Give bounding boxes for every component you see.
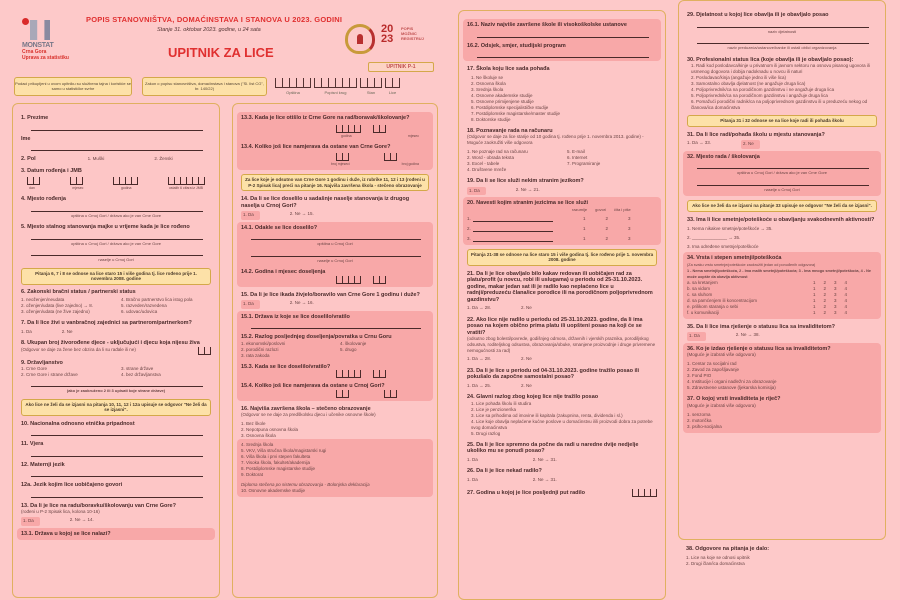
q37-disability-type-label: 37. O kojoj vrsti invaliditeta je riječ? bbox=[687, 396, 781, 402]
q15-2-reason-label: 15.2. Razlog posljednjeg doseljenja/povratka u Crnu Goru bbox=[241, 334, 392, 340]
stay-duration-input[interactable] bbox=[336, 390, 429, 398]
disability-yes[interactable]: 1. Da bbox=[687, 332, 706, 341]
q15-1-country-label: 15.1. Država iz koje se lice doselilo/vratilo bbox=[241, 313, 350, 320]
mother-residence-field-1[interactable] bbox=[31, 231, 203, 240]
prof-status-option-6[interactable]: 6. Pomažući porodični radnik/ca na poljoprivrednom gazdinstvu ili u preduzeću nekog od članova/ica domaćinstva bbox=[691, 99, 868, 110]
current-school-option-3[interactable]: 3. Srednja škola bbox=[471, 86, 504, 92]
q34-difficulty-type-label: 34. Vrsta i stepen smetnji/poteškoća bbox=[687, 255, 782, 261]
q25-availability-label: 25. Da li je lice spremno da počne da radi u naredne dvije nedjelje ukoliko mu se ponudi posao? bbox=[467, 441, 639, 454]
computer-option-2[interactable]: 2. Word - obrada teksta bbox=[467, 155, 514, 160]
ever-worked-yes[interactable]: 1. Da bbox=[467, 476, 478, 482]
q11-religion-label: 11. Vjera bbox=[21, 441, 44, 447]
prof-status-option-1[interactable]: 1. Radi kod poslodavca/kinje u privatnom ili javnom sektoru na osnovu pisanog ugovora ili usmenog dogovora i dobija nadoknadu u novcu ili naturi bbox=[691, 63, 870, 74]
birthplace-field[interactable] bbox=[31, 203, 203, 212]
abroad-no[interactable]: 2. Ne → 14. bbox=[69, 517, 94, 522]
arrival-date-input[interactable] bbox=[336, 276, 429, 284]
logo-sub-country: Crna Gora bbox=[22, 49, 47, 55]
q24-reason-label: 24. Glavni razlog zbog kojeg lice nije tražilo posao bbox=[467, 394, 599, 400]
sex-option-male[interactable]: 1. Muški bbox=[87, 156, 105, 161]
difficulty-option-1[interactable]: 1. Nema nikakve smetnje/poteškoće → 35. bbox=[687, 226, 773, 231]
computer-option-6[interactable]: 6. Internet bbox=[567, 155, 588, 160]
no-search-reason-1[interactable]: 1. Lice pohađa školu ili studira bbox=[471, 400, 532, 406]
edu-option-4[interactable]: 4. Srednja škola bbox=[241, 442, 274, 447]
form-column-3: 16.1. Naziv najviše završene škole ili visokoškolske ustanove 16.2. Odsjek, smjer, studijski program 17. Škola koju lice sada pohađa 1. Ne školuje se 2. Osnovna škola 3. Srednja škola 4. Osnovne akademske studije 5. Osnovne primijenjene studije 6. Postdiplomske specijalističke studije 7. Postdiplomske magistarske/master studije 8. Doktorske studije 18. Poznavanje rada na računaru (Odgovor se daje za lice starije od 10 godina tj. rođeno prije 1. novembra 2013. godine) - Moguće zaokružiti više odgovora 1. Ne poznaje rad na računaru 2. Word - obrada teksta 3. Excel - tabele 4. Društvene mreže 5. E-mail 6. Internet 7. Programiranje 19. Da li se lice služi nekim stranim jezikom? 1. Da 2. Ne → 21. 20. Navesti kojim stranim jezicima se lice služi razumije govori čita i piše 1. 1 2 3 2. 1 2 3 3. 1 2 3 Pitanja 21-38 se odnose na lice staro 15 i više godina tj. lice rođeno prije 1. novembra 2008. godine 21. Da li je lice obavljalo bilo kakav redovan ili uobičajen rad za platu/profit (u novcu, robi ili uslugama) u periodu od 25-31.10.2023. godine, makar jedan sat ili je radilo kao neplaćeno lice u radnji/preduzeću člana/ice porodice ili na porodičnom poljoprivrednom gazdinstvu? 1. Da → 28. 2. Ne 22. Ako lice nije radilo u periodu od 25-31.10.2023. godine, da li ima posao na kojem obično prima platu ili uopšteni posao na koji će se vratiti? (odsutno zbog bolesti/povrede, godišnjeg odmora, državnih i vjerskih praznika, porodiljskog odsustva, roditeljskog odsustva, obrazovanja/obuke, smanjene proizvodnje i druge privremene nemogućnosti za rad) 1. Da → 28. 2. Ne 23. Da li je lice u periodu od 04-31.10.2023. godine tražilo posao ili pokušalo da započne samostalni posao? 1. Da → 25. 2. Ne 24. Glavni razlog zbog kojeg lice nije tražilo posao 1. Lice pohađa školu ili studira 2. Lice je penzioner/ka 3. Lice sa prihodima od imovine ili kapitala (zakupnina, renta, dividenda i sl.) 4. Lice koje obavlja neplaćene kućne poslove u domaćinstvu i/ili proizvodi dobra za potrebe svog domaćinstva 5. Drugi razlog 25. Da li je lice spremno da počne da radi u naredne dvije nedjelje ukoliko mu se ponudi posao? 1. Da 2. Ne → 31. 26. Da li je lice nekad radilo? 1. Da 2. Ne → 31. 27. Godina u kojoj je lice posljednji put radilo bbox=[458, 10, 666, 600]
issuer-option-3[interactable]: 3. Fond PIO bbox=[687, 373, 712, 378]
q12-mother-tongue-label: 12. Maternji jezik bbox=[21, 461, 65, 468]
q15-4-stay-label: 15.4. Koliko još lice namjerava da ostane u Crnoj Gori? bbox=[241, 383, 385, 389]
lived-abroad-yes[interactable]: 1. Da bbox=[241, 300, 260, 309]
form-column-4: 29. Djelatnost u kojoj lice obavlja ili je obavljalo posao naziv djelatnosti naziv preduzeća/ustanove/banke ili ostali oblici organizovanja 30. Profesionalni status lica (koje obavlja ili je obavljalo posao): 1. Radi kod poslodavca/kinje u privatnom ili javnom sektoru na osnovu pisanog ugovora ili usmenog dogovora i dobija nadoknadu u novcu ili naturi 2. Poslodavac/kinja (angažuje jedno ili više lica) 3. Samostalno obavlja djelatnost (ne angažuje druga lica) 4. Poljoprivrednik/ca na porodičnom gazdinstvu i ne angažuje druga lica 5. Poljoprivrednik/ca na porodičnom gazdinstvu i angažuje druga lica 6. Pomažući porodični radnik/ca na poljoprivrednom gazdinstvu ili u preduzeću nekog od članova/ica domaćinstva Pitanja 31 i 32 odnose se na lice koje radi ili pohađa školu 31. Da li lice radi/pohađa školu u mjestu stanovanja? 1. Da → 33. 2. Ne 32. Mjesto rada / školovanja opština u Crnoj Gori / država ako je van Crne Gore naselje u Crnoj Gori Ako lice ne želi da se izjasni na pitanje 33 upisuje se odgovor "Ne želi da se izjasni". 33. Ima li lice smetnje/poteškoće u obavljanju svakodnevnih aktivnosti? 1. Nema nikakve smetnje/poteškoće → 35. 2. ______________ → 35. 3. Ima određene smetnje/poteškoće 34. Vrsta i stepen smetnji/poteškoća (Za svaku vrstu smetnje/poteškoće zaokružiti jedan od ponuđenih odgovora) 1 - Nema smetnji/poteškoća, 2 - Ima malih smetnji/poteškoća; 3 - Ima mnogo smetnji/poteškoća, 4 - Ne može uopšte da obavlja aktivnost a. sa kretanjem 1 2 3 4 b. sa vidom 1 2 3 4 c. sa sluhom 1 2 3 4 d. sa pamćenjem ili koncentracijom 1 2 3 4 e. prilikom staranja o sebi 1 2 3 4 f. u komunikaciji 1 2 3 4 35. Da li lice ima rješenje o statusu lica sa invaliditetom? 1. Da 2. Ne → 38. 36. Ko je izdao rješenje o statusu lica sa invaliditetom? (Moguće je izabrati više odgovora) 1. Centar za socijalni rad 2. Zavod za zapošljavanje 3. Fond PIO 4. Institucije i organi nadležni za obrazovanje 5. Zdravstvene ustanove (ljekarska komisija) 37. O kojoj vrsti invaliditeta je riječ? (Moguće je izabrati više odgovora) 1. senzorna 2. motorička 3. psiho-socijalna bbox=[678, 0, 886, 540]
q36-issuer-label: 36. Ko je izdao rješenje o statusu lica sa invaliditetom? bbox=[687, 345, 831, 352]
census-2023-brand bbox=[345, 23, 424, 54]
edu-option-6[interactable]: 6. Viša škola i prvi stepen fakulteta bbox=[241, 454, 311, 459]
job-search-yes[interactable]: 1. Da → 25. bbox=[467, 382, 492, 388]
q13-4-stay-label: 13.4. Koliko još lice namjerava da ostane van Crne Gore? bbox=[241, 143, 391, 150]
municipality-code-input[interactable] bbox=[275, 78, 311, 88]
employer-field[interactable] bbox=[697, 35, 869, 44]
current-school-option-7[interactable]: 7. Postdiplomske magistarske/master studije bbox=[471, 110, 561, 116]
q14-2-arrival-label: 14.2. Godina i mjesec doseljenja bbox=[241, 269, 326, 275]
note-absent-persons: Za lice koje je odsutno van Crne Gore 1 godinu i duže, iz rubrike 11, 12 i 13 (rođeni u P-2 Spisak lica) preći na pitanje 16. Najviša završena škola - stečeno obrazovanje bbox=[241, 174, 429, 191]
computer-option-1[interactable]: 1. Ne poznaje rad na računaru bbox=[467, 149, 528, 154]
form-title: UPITNIK ZA LICE bbox=[168, 45, 274, 60]
study-program-field[interactable] bbox=[477, 49, 649, 58]
computer-option-4[interactable]: 4. Društvene mreže bbox=[467, 167, 507, 172]
migration-yes[interactable]: 1. Da bbox=[241, 211, 260, 220]
job-absence-no[interactable]: 2. Ne bbox=[521, 356, 532, 361]
difficulty-row-f[interactable]: f. u komunikaciji 1 2 3 4 bbox=[687, 309, 847, 315]
q22-job-absence-label: 22. Ako lice nije radilo u periodu od 25-31.10.2023. godine, da li ima posao na kojem obično prima platu ili uopšteni posao na koji će se vratiti? bbox=[467, 316, 643, 336]
ethnicity-field[interactable] bbox=[31, 427, 203, 436]
logo-sub-agency: Uprava za statistiku bbox=[22, 55, 69, 61]
edu-option-1[interactable]: 1. Bez škole bbox=[241, 421, 266, 426]
q14-internal-migration-label: 14. Da li se lice doselilo u sadašnje naselje stanovanja iz drugog naselja u Crnoj Gori? bbox=[241, 196, 410, 209]
origin-settlement-field[interactable] bbox=[251, 248, 421, 257]
language-row-1[interactable]: 1. 1 2 3 bbox=[467, 215, 631, 221]
prof-status-option-4[interactable]: 4. Poljoprivrednik/ca na porodičnom gazdinstvu i ne angažuje druga lica bbox=[691, 87, 835, 92]
name-field[interactable] bbox=[31, 142, 203, 151]
employed-yes[interactable]: 1. Da → 28. bbox=[467, 305, 492, 310]
form-column-1: 1. Prezime Ime 2. Pol 1. Muški 2. Ženski 3. Datum rođenja i JMB dan mjesec godina ostalih 6 cifara iz JMB 4. Mjesto rođenja opština u Crnoj Gori / država ako je van Crne Gore 5. Mjesto stalnog stanovanja majke u vrijeme kada je lice rođeno opština u Crnoj Gori / država ako je van Crne Gore naselje u Crnoj Gori Pitanja 6, 7 i 8 se odnose na lice staro 15 i više godina tj. lice rođeno prije 1. novembra 2008. godine 6. Zakonski bračni status / partnerski status 1. neoženjen/neudata 2. oženjen/udata (live zajedno) → 8. 3. oženjen/udata (ne žive zajedno) 4. Bračno partnerstvo lica istog pola 5. razveden/razvedena 6. udovac/udovica 7. Da li lice živi u vanbračnoj zajednici sa partnerom/partnerkom? 1. Da 2. Ne 8. Ukupan broj živorođene djece - uključujući i djecu koja nijesu živa (Odgovor se daje za žene bez obzira da li su rađale ili ne) 9. Državljanstvo 1. Crne Gore 2. Crne Gore i strane države 3. strane države 4. bez državljanstva (ako je zaokruženo 2 ili 3 upisati koje strane države) Ako lice ne želi da se izjasni na pitanja 10, 11, 12 i 12a upisuje se odgovor "Ne želi da se izjasni". 10. Nacionalna odnosno etnička pripadnost 11. Vjera 12. Maternji jezik 12a. Jezik kojim lice uobičajeno govori 13. Da li je lice na radu/boravku/školovanju van Crne Gore? (rođeni u P-2 Spisak lica, kolona 10-16) 1. Da 2. Ne → 14. 13.1. Država u kojoj se lice nalazi? bbox=[12, 103, 220, 598]
prof-status-option-5[interactable]: 5. Poljoprivrednik/ca na porodičnom gazdinstvu i angažuje druga lica bbox=[691, 93, 828, 98]
same-place-no[interactable]: 2. Ne bbox=[741, 140, 760, 149]
issuer-option-2[interactable]: 2. Zavod za zapošljavanje bbox=[687, 367, 740, 372]
foreign-state-field[interactable] bbox=[31, 378, 203, 387]
origin-municipality-field[interactable] bbox=[251, 231, 421, 240]
q17-current-school-label: 17. Škola koju lice sada pohađa bbox=[467, 66, 550, 72]
respondent-option-1[interactable]: 1. Lice na koje se odnosi upitnik bbox=[686, 555, 750, 560]
disability-type-1[interactable]: 1. senzorna bbox=[687, 411, 711, 417]
edu-option-3[interactable]: 3. Osnovna škola bbox=[241, 433, 276, 438]
reason-option-3[interactable]: 3. rata zakoda bbox=[241, 352, 270, 358]
reason-option-2[interactable]: 2. porodični razlozi bbox=[241, 346, 279, 352]
cohabitation-no[interactable]: 2. Ne bbox=[61, 328, 73, 334]
monstat-logo-icon bbox=[22, 18, 48, 40]
disability-type-2[interactable]: 2. motorička bbox=[687, 417, 712, 423]
difficulty-option-2[interactable]: 2. ______________ → 35. bbox=[687, 235, 741, 240]
last-worked-year-input[interactable] bbox=[632, 489, 657, 497]
departure-date-input[interactable] bbox=[336, 125, 429, 133]
respondent-option-2[interactable]: 2. Drugi član/ica domaćinstva bbox=[686, 561, 745, 566]
form-code-badge: UPITNIK P-1 bbox=[368, 62, 434, 72]
house-person-icon bbox=[345, 24, 375, 54]
migration-no[interactable]: 2. Ne → 15. bbox=[289, 211, 314, 216]
foreign-lang-yes[interactable]: 1. Da bbox=[467, 187, 486, 196]
current-school-option-2[interactable]: 2. Osnovna škola bbox=[471, 80, 506, 86]
cohabitation-yes[interactable]: 1. Da bbox=[21, 328, 32, 334]
q23-job-search-label: 23. Da li je lice u periodu od 04-31.10.2023. godine tražilo posao ili pokušalo da započne samostalni posao? bbox=[467, 367, 640, 380]
sex-option-female[interactable]: 2. Ženski bbox=[154, 156, 173, 161]
difficulty-row-a[interactable]: a. sa kretanjem 1 2 3 4 bbox=[687, 279, 847, 285]
language-row-3[interactable]: 3. 1 2 3 bbox=[467, 235, 631, 241]
citizenship-option-1[interactable]: 1. Crne Gore bbox=[21, 366, 48, 371]
foreign-lang-no[interactable]: 2. Ne → 21. bbox=[515, 186, 540, 192]
children-count-input[interactable] bbox=[198, 347, 211, 355]
mother-tongue-field[interactable] bbox=[31, 468, 203, 477]
note-questions-21-38: Pitanja 21-38 se odnose na lice staro 15 i više godina tj. lice rođeno prije 1. novembra 2008. godine bbox=[467, 249, 657, 266]
ever-worked-no[interactable]: 2. Ne → 31. bbox=[532, 476, 557, 482]
citizenship-option-2[interactable]: 2. Crne Gore i strane države bbox=[21, 372, 78, 377]
q32-workplace-label: 32. Mjesto rada / školovanja bbox=[687, 153, 760, 160]
q20-languages-label: 20. Navesti kojim stranim jezicima se lice služi bbox=[467, 200, 589, 206]
q5-mother-residence-label: 5. Mjesto stalnog stanovanja majke u vrijeme kada je lice rođeno bbox=[21, 224, 190, 230]
citizenship-option-4[interactable]: 4. bez državljanstva bbox=[121, 372, 161, 377]
marital-option-2[interactable]: 2. oženjen/udata (live zajedno) → 8. bbox=[21, 303, 94, 308]
q33-difficulties-label: 33. Ima li lice smetnje/poteškoće u obavljanju svakodnevnih aktivnosti? bbox=[687, 216, 875, 223]
q9-citizenship-label: 9. Državljanstvo bbox=[21, 359, 63, 366]
q1-surname-label: 1. Prezime bbox=[21, 115, 49, 121]
q31-work-location-label: 31. Da li lice radi/pohađa školu u mjestu stanovanja? bbox=[687, 131, 825, 138]
return-country-field[interactable] bbox=[251, 320, 421, 329]
q4-birthplace-label: 4. Mjesto rođenja bbox=[21, 196, 66, 202]
school-name-field[interactable] bbox=[477, 29, 649, 38]
reference-date: Stanje 31. oktobar 2023. godine, u 24 sata bbox=[157, 27, 261, 33]
edu-option-5[interactable]: 5. VKV, Viša stručna škola/magistarski rugi bbox=[241, 448, 327, 453]
q15-3-when-label: 15.3. Kada se lice doselilo/vratilo? bbox=[241, 363, 331, 370]
reason-option-1[interactable]: 1. ekonomski/poslovni bbox=[241, 340, 286, 346]
q13-abroad-label: 13. Da li je lice na radu/boravku/školovanju van Crne Gore? bbox=[21, 502, 176, 509]
edu-option-8[interactable]: 8. Postdiplomske magistarske studije bbox=[241, 466, 316, 471]
identification-code-grid: Opština Popisni krug Stan Lice bbox=[275, 78, 400, 95]
note-questions-10-12: Ako lice ne želi da se izjasni na pitanja 10, 11, 12 i 12a upisuje se odgovor "Ne želi da se izjasni". bbox=[21, 399, 211, 416]
brand-year: 20 23 bbox=[381, 23, 394, 45]
no-search-reason-5[interactable]: 5. Drugi razlog bbox=[471, 430, 501, 436]
dob-jmb-input[interactable] bbox=[27, 177, 205, 185]
edu-option-2[interactable]: 2. Nepotpuna osnovna škola bbox=[241, 427, 299, 432]
edu-option-9[interactable]: 9. Doktorat bbox=[241, 472, 264, 477]
q26-ever-worked-label: 26. Da li je lice nekad radilo? bbox=[467, 468, 542, 474]
q29-activity-label: 29. Djelatnost u kojoj lice obavlja ili je obavljalo posao bbox=[687, 12, 829, 18]
current-school-option-1[interactable]: 1. Ne školuje se bbox=[471, 74, 504, 80]
q13-3-departure-label: 13.3. Kada je lice otišlo iz Crne Gore na rad/boravak/školovanje? bbox=[241, 115, 410, 121]
q3-dob-label: 3. Datum rođenja i JMB bbox=[21, 167, 82, 174]
disability-type-3[interactable]: 3. psiho-socijalna bbox=[687, 423, 722, 429]
abroad-yes[interactable]: 1. Da bbox=[21, 517, 40, 526]
citizenship-option-3[interactable]: 3. strane države bbox=[121, 366, 154, 371]
edu-option-10[interactable]: 10. Osnovne akademske studije bbox=[241, 488, 306, 493]
current-school-option-5[interactable]: 5. Osnovne primijenjene studije bbox=[471, 98, 534, 104]
q16-2-program-label: 16.2. Odsjek, smjer, studijski program bbox=[467, 42, 566, 49]
logo-name: MONSTAT bbox=[22, 42, 54, 49]
employed-no[interactable]: 2. Ne bbox=[521, 305, 532, 310]
difficulty-row-c[interactable]: c. sa sluhom 1 2 3 4 bbox=[687, 291, 847, 297]
edu-option-7[interactable]: 7. Visoka škola, fakultet/akademija bbox=[241, 460, 310, 465]
q15-lived-abroad-label: 15. Da li je lice ikada živjelo/boravilo van Crne Gore 1 godinu i duže? bbox=[241, 291, 420, 298]
q19-foreign-lang-label: 19. Da li se lice služi nekim stranim jezikom? bbox=[467, 178, 584, 184]
note-questions-6-8: Pitanja 6, 7 i 8 se odnose na lice staro 15 i više godina tj. lice rođeno prije 1. novembra 2008. godine bbox=[21, 268, 211, 285]
available-yes[interactable]: 1. Da bbox=[467, 456, 478, 462]
no-search-reason-3[interactable]: 3. Lice sa prihodima od imovine ili kapitala (zakupnina, renta, dividenda i sl.) bbox=[471, 412, 623, 418]
marital-option-6[interactable]: 6. udovac/udovica bbox=[121, 309, 158, 314]
reason-option-4[interactable]: 4. školovanje bbox=[340, 340, 367, 346]
computer-option-7[interactable]: 7. Programiranje bbox=[567, 161, 601, 166]
issuer-option-4[interactable]: 4. Institucije i organi nadležni za obrazovanje bbox=[687, 379, 777, 384]
q14-1-origin-label: 14.1. Odakle se lice doselilo? bbox=[241, 224, 318, 231]
q30-professional-status-label: 30. Profesionalni status lica (koje obavlja ili je obavljalo posao): bbox=[687, 56, 854, 63]
q27-last-worked-label: 27. Godina u kojoj je lice posljednji put radilo bbox=[467, 490, 585, 496]
computer-option-5[interactable]: 5. E-mail bbox=[567, 149, 585, 154]
workplace-municipality-field[interactable] bbox=[697, 160, 869, 169]
marital-option-5[interactable]: 5. razveden/razvedena bbox=[121, 303, 167, 308]
religion-field[interactable] bbox=[31, 448, 203, 457]
disability-no[interactable]: 2. Ne → 38. bbox=[735, 332, 760, 337]
marital-option-1[interactable]: 1. neoženjen/neudata bbox=[21, 297, 65, 302]
intended-stay-input[interactable] bbox=[336, 153, 429, 161]
dwelling-code-input[interactable] bbox=[360, 78, 382, 88]
difficulty-row-b[interactable]: b. sa vidom 1 2 3 4 bbox=[687, 285, 847, 291]
available-no[interactable]: 2. Ne → 31. bbox=[532, 456, 557, 462]
brand-slogan: POPIS MOŽNIC REGISTRUJ bbox=[401, 26, 424, 41]
q1-name-label: Ime bbox=[21, 135, 31, 142]
census-circle-code-input[interactable] bbox=[314, 78, 357, 88]
person-code-input[interactable] bbox=[385, 78, 400, 88]
note-questions-31-32: Pitanja 31 i 32 odnose se na lice koje radi ili pohađa školu bbox=[687, 115, 877, 127]
issuer-option-5[interactable]: 5. Zdravstvene ustanove (ljekarska komisija) bbox=[687, 385, 776, 390]
usual-language-field[interactable] bbox=[31, 489, 203, 498]
q35-disability-status-label: 35. Da li lice ima rješenje o statusu lica sa invaliditetom? bbox=[687, 323, 835, 330]
prof-status-option-2[interactable]: 2. Poslodavac/kinja (angažuje jedno ili više lica) bbox=[691, 75, 787, 80]
return-date-input[interactable] bbox=[336, 370, 429, 378]
confidentiality-note: Podaci prikupljeni u ovom upitniku su službena tajna i koristiće se samo u statističke svrhe bbox=[14, 77, 132, 96]
mother-residence-field-2[interactable] bbox=[31, 247, 203, 256]
census-title: POPIS STANOVNIŠTVA, DOMAĆINSTAVA I STANOVA U 2023. GODINI bbox=[86, 15, 343, 24]
q18-computer-skills-label: 18. Poznavanje rada na računaru bbox=[467, 127, 553, 134]
marital-option-4[interactable]: 4. Bračno partnerstvo lica istog pola bbox=[121, 297, 193, 302]
no-search-reason-2[interactable]: 2. Lice je penzioner/ka bbox=[471, 406, 517, 412]
current-school-option-8[interactable]: 8. Doktorske studije bbox=[471, 116, 511, 122]
current-school-option-4[interactable]: 4. Osnovne akademske studije bbox=[471, 92, 533, 98]
lived-abroad-no[interactable]: 2. Ne → 16. bbox=[289, 300, 314, 305]
difficulty-row-d[interactable]: d. sa pamćenjem ili koncentracijom 1 2 3 4 bbox=[687, 297, 847, 303]
q7-cohabitation-label: 7. Da li lice živi u vanbračnoj zajednici sa partnerom/partnerkom? bbox=[21, 320, 192, 326]
prof-status-option-3[interactable]: 3. Samostalno obavlja djelatnost (ne angažuje druga lica) bbox=[691, 81, 806, 86]
q16-1-school-name-label: 16.1. Naziv najviše završene škole ili visokoškolske ustanove bbox=[467, 22, 627, 28]
note-question-33: Ako lice ne želi da se izjasni na pitanje 33 upisuje se odgovor "Ne želi da se izjasni". bbox=[687, 200, 877, 212]
same-place-yes[interactable]: 1. Da → 33. bbox=[687, 140, 712, 145]
difficulty-option-3[interactable]: 3. Ima određene smetnje/poteškoće bbox=[687, 244, 759, 249]
current-school-option-6[interactable]: 6. Postdiplomske specijalističke studije bbox=[471, 104, 549, 110]
q13-1-country-label: 13.1. Država u kojoj se lice nalazi? bbox=[21, 530, 111, 537]
q12a-language-label: 12a. Jezik kojim lice uobičajeno govori bbox=[21, 482, 123, 488]
surname-field[interactable] bbox=[31, 122, 203, 131]
q21-employment-label: 21. Da li je lice obavljalo bilo kakav redovan ili uobičajen rad za platu/profit (u novcu, robi ili uslugama) u periodu od 25-31.10.2023. godine, makar jedan sat ili je radilo kao neplaćeno lice u radnji/preduzeću člana/ice porodice ili na porodičnom poljoprivrednom gazdinstvu? bbox=[467, 270, 653, 303]
respondent-section bbox=[678, 540, 888, 573]
workplace-settlement-field[interactable] bbox=[697, 177, 869, 186]
q38-respondent-label: 38. Odgovore na pitanja je dalo: bbox=[686, 546, 770, 552]
language-row-2[interactable]: 2. 1 2 3 bbox=[467, 225, 631, 231]
activity-field[interactable] bbox=[697, 19, 869, 28]
no-search-reason-4[interactable]: 4. Lice koje obavlja neplaćene kućne poslove u domaćinstvu i/ili proizvodi dobra za potrebe svog domaćinstva bbox=[471, 418, 653, 430]
issuer-option-1[interactable]: 1. Centar za socijalni rad bbox=[687, 361, 737, 366]
job-search-no[interactable]: 2. Ne bbox=[521, 382, 532, 388]
difficulty-row-e[interactable]: e. prilikom staranja o sebi 1 2 3 4 bbox=[687, 303, 847, 309]
q8-children-label: 8. Ukupan broj živorođene djece - uključujući i djecu koja nijesu živa bbox=[21, 340, 200, 346]
q10-ethnicity-label: 10. Nacionalna odnosno etnička pripadnost bbox=[21, 420, 135, 427]
q16-education-label: 16. Najviša završena škola – stečeno obrazovanje bbox=[241, 405, 371, 412]
marital-option-3[interactable]: 3. oženjen/udata (ne žive zajedno) bbox=[21, 309, 90, 314]
reason-option-5[interactable]: 5. drugo bbox=[340, 346, 357, 352]
monstat-logo bbox=[22, 18, 72, 61]
job-absence-yes[interactable]: 1. Da → 28. bbox=[467, 356, 492, 361]
q6-marital-label: 6. Zakonski bračni status / partnerski status bbox=[21, 288, 136, 295]
computer-option-3[interactable]: 3. Excel - tabele bbox=[467, 161, 500, 166]
form-column-2: 13.3. Kada je lice otišlo iz Crne Gore na rad/boravak/školovanje? godina mjesec 13.4. Koliko još lice namjerava da ostane van Crne Gore? broj mjeseci broj godina Za lice koje je odsutno van Crne Gore 1 godinu i duže, iz rubrike 11, 12 i 13 (rođeni u P-2 Spisak lica) preći na pitanje 16. Najviša završena škola - stečeno obrazovanje 14. Da li se lice doselilo u sadašnje naselje stanovanja iz drugog naselja u Crnoj Gori? 1. Da 2. Ne → 15. 14.1. Odakle se lice doselilo? opština u Crnoj Gori naselje u Crnoj Gori 14.2. Godina i mjesec doseljenja 15. Da li je lice ikada živjelo/boravilo van Crne Gore 1 godinu i duže? 1. Da 2. Ne → 16. 15.1. Država iz koje se lice doselilo/vratilo 15.2. Razlog posljednjeg doseljenja/povratka u Crnu Goru 1. ekonomski/poslovni 2. porodični razlozi 3. rata zakoda 4. školovanje 5. drugo 15.3. Kada se lice doselilo/vratilo? 15.4. Koliko još lice namjerava da ostane u Crnoj Gori? 16. Najviša završena škola – stečeno obrazovanje (Odgovor se ne daje za predškolsku djecu i učenike osnovne škole) 1. Bez škole 2. Nepotpuna osnovna škola 3. Osnovna škola 4. Srednja škola 5. VKV, Viša stručna škola/magistarski rugi 6. Viša škola i prvi stepen fakulteta 7. Visoka škola, fakultet/akademija 8. Postdiplomske magistarske studije 9. Doktorat Diploma stečena po sistemu obrazovanja - Bolonjska deklaracija 10. Osnovne akademske studije bbox=[232, 103, 438, 598]
law-reference-note: Zakon o popisu stanovništva, domaćinstava i stanova ("Sl. list CG", br. 140/22) bbox=[142, 77, 267, 96]
q2-sex-label: 2. Pol bbox=[21, 156, 36, 162]
